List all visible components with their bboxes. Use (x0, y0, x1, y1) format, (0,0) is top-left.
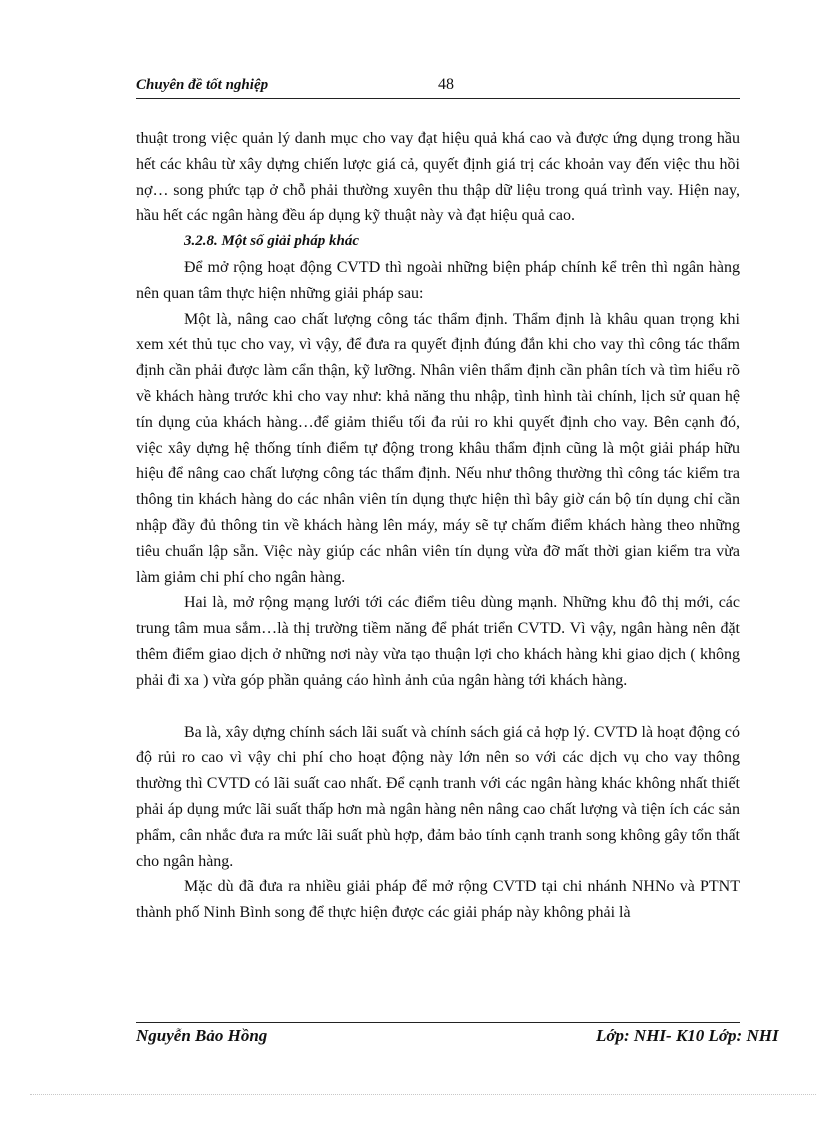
page-footer (136, 1026, 816, 1050)
page-number: 48 (438, 76, 454, 93)
paragraph-solution-1: Một là, nâng cao chất lượng công tác thẩm định. Thẩm định là khâu quan trọng khi xem xét thủ tục cho vay, vì vậy, để đưa ra quyết định đúng đắn khi cho vay thì công tác thẩm định cần phải được làm cẩn thận, kỹ lưỡng. Nhân viên thẩm định cần phân tích và tìm hiểu rõ về khách hàng trước khi cho vay như: khả năng thu nhập, tình hình tài chính, lịch sử quan hệ tín dụng của khách hàng…để giảm thiểu tối đa rủi ro khi quyết định cho vay. Bên cạnh đó, việc xây dựng hệ thống tính điểm tự động trong khâu thẩm định cũng là một giải pháp hữu hiệu để nâng cao chất lượng công tác thẩm định. Nếu như thông thường thì công tác kiểm tra thông tin khách hàng do các nhân viên tín dụng thực hiện thì bây giờ cán bộ tín dụng chỉ cần nhập đầy đủ thông tin về khách hàng lên máy, máy sẽ tự chấm điểm khách hàng theo những tiêu chuẩn lập sẵn. Việc này giúp các nhân viên tín dụng vừa đỡ mất thời gian kiểm tra vừa làm giảm chi phí cho ngân hàng. (136, 310, 740, 586)
paragraph-conclusion: Mặc dù đã đưa ra nhiều giải pháp để mở rộng CVTD tại chi nhánh NHNo và PTNT thành phố Ninh Bình song để thực hiện được các giải pháp này không phải là (136, 878, 740, 922)
paragraph-solution-2: Hai là, mở rộng mạng lưới tới các điểm tiêu dùng mạnh. Những khu đô thị mới, các trung tâm mua sắm…là thị trường tiềm năng để phát triển CVTD. Vì vậy, ngân hàng nên đặt thêm điểm giao dịch ở những nơi này vừa tạo thuận lợi cho khách hàng khi giao dịch ( không phải đi xa ) vừa góp phần quảng cáo hình ảnh của ngân hàng tới khách hàng. (136, 594, 740, 689)
paragraph-intro: Để mở rộng hoạt động CVTD thì ngoài những biện pháp chính kể trên thì ngân hàng nên quan tâm thực hiện những giải pháp sau: (136, 258, 740, 302)
page-header (136, 74, 740, 99)
footer-divider (136, 1022, 740, 1023)
paragraph-continuation: thuật trong việc quản lý danh mục cho vay đạt hiệu quả khá cao và được ứng dụng trong hầu hết các khâu từ xây dựng chiến lược giá cả, quyết định giá trị các khoản vay đến việc thu hồi nợ… song phức tạp ở chỗ phải thường xuyên thu thập dữ liệu trong quá trình vay. Hiện nay, hầu hết các ngân hàng đều áp dụng kỹ thuật này và đạt hiệu quả cao. (136, 130, 740, 225)
header-title: Chuyên đề tốt nghiệp (136, 77, 269, 93)
footer-author: Nguyễn Bảo Hồng (136, 1026, 268, 1045)
paragraph-solution-3: Ba là, xây dựng chính sách lãi suất và chính sách giá cả hợp lý. CVTD là hoạt động có độ rủi ro cao vì vậy chi phí cho hoạt động này lớn nên so với các dịch vụ cho vay thông thường thì CVTD có lãi suất cao nhất. Để cạnh tranh với các ngân hàng khác không nhất thiết phải áp dụng mức lãi suất thấp hơn mà ngân hàng nên nâng cao chất lượng và tiện ích các sản phẩm, cân nhắc đưa ra mức lãi suất phù hợp, đảm bảo tính cạnh tranh song không gây tổn thất cho ngân hàng. (136, 723, 740, 870)
footer-class-label: Lớp: NHI- K10 Lớp: NHI (596, 1026, 779, 1045)
section-heading: 3.2.8. Một số giải pháp khác (184, 233, 360, 250)
page-bottom-rule (30, 1094, 816, 1095)
document-body (136, 126, 740, 926)
